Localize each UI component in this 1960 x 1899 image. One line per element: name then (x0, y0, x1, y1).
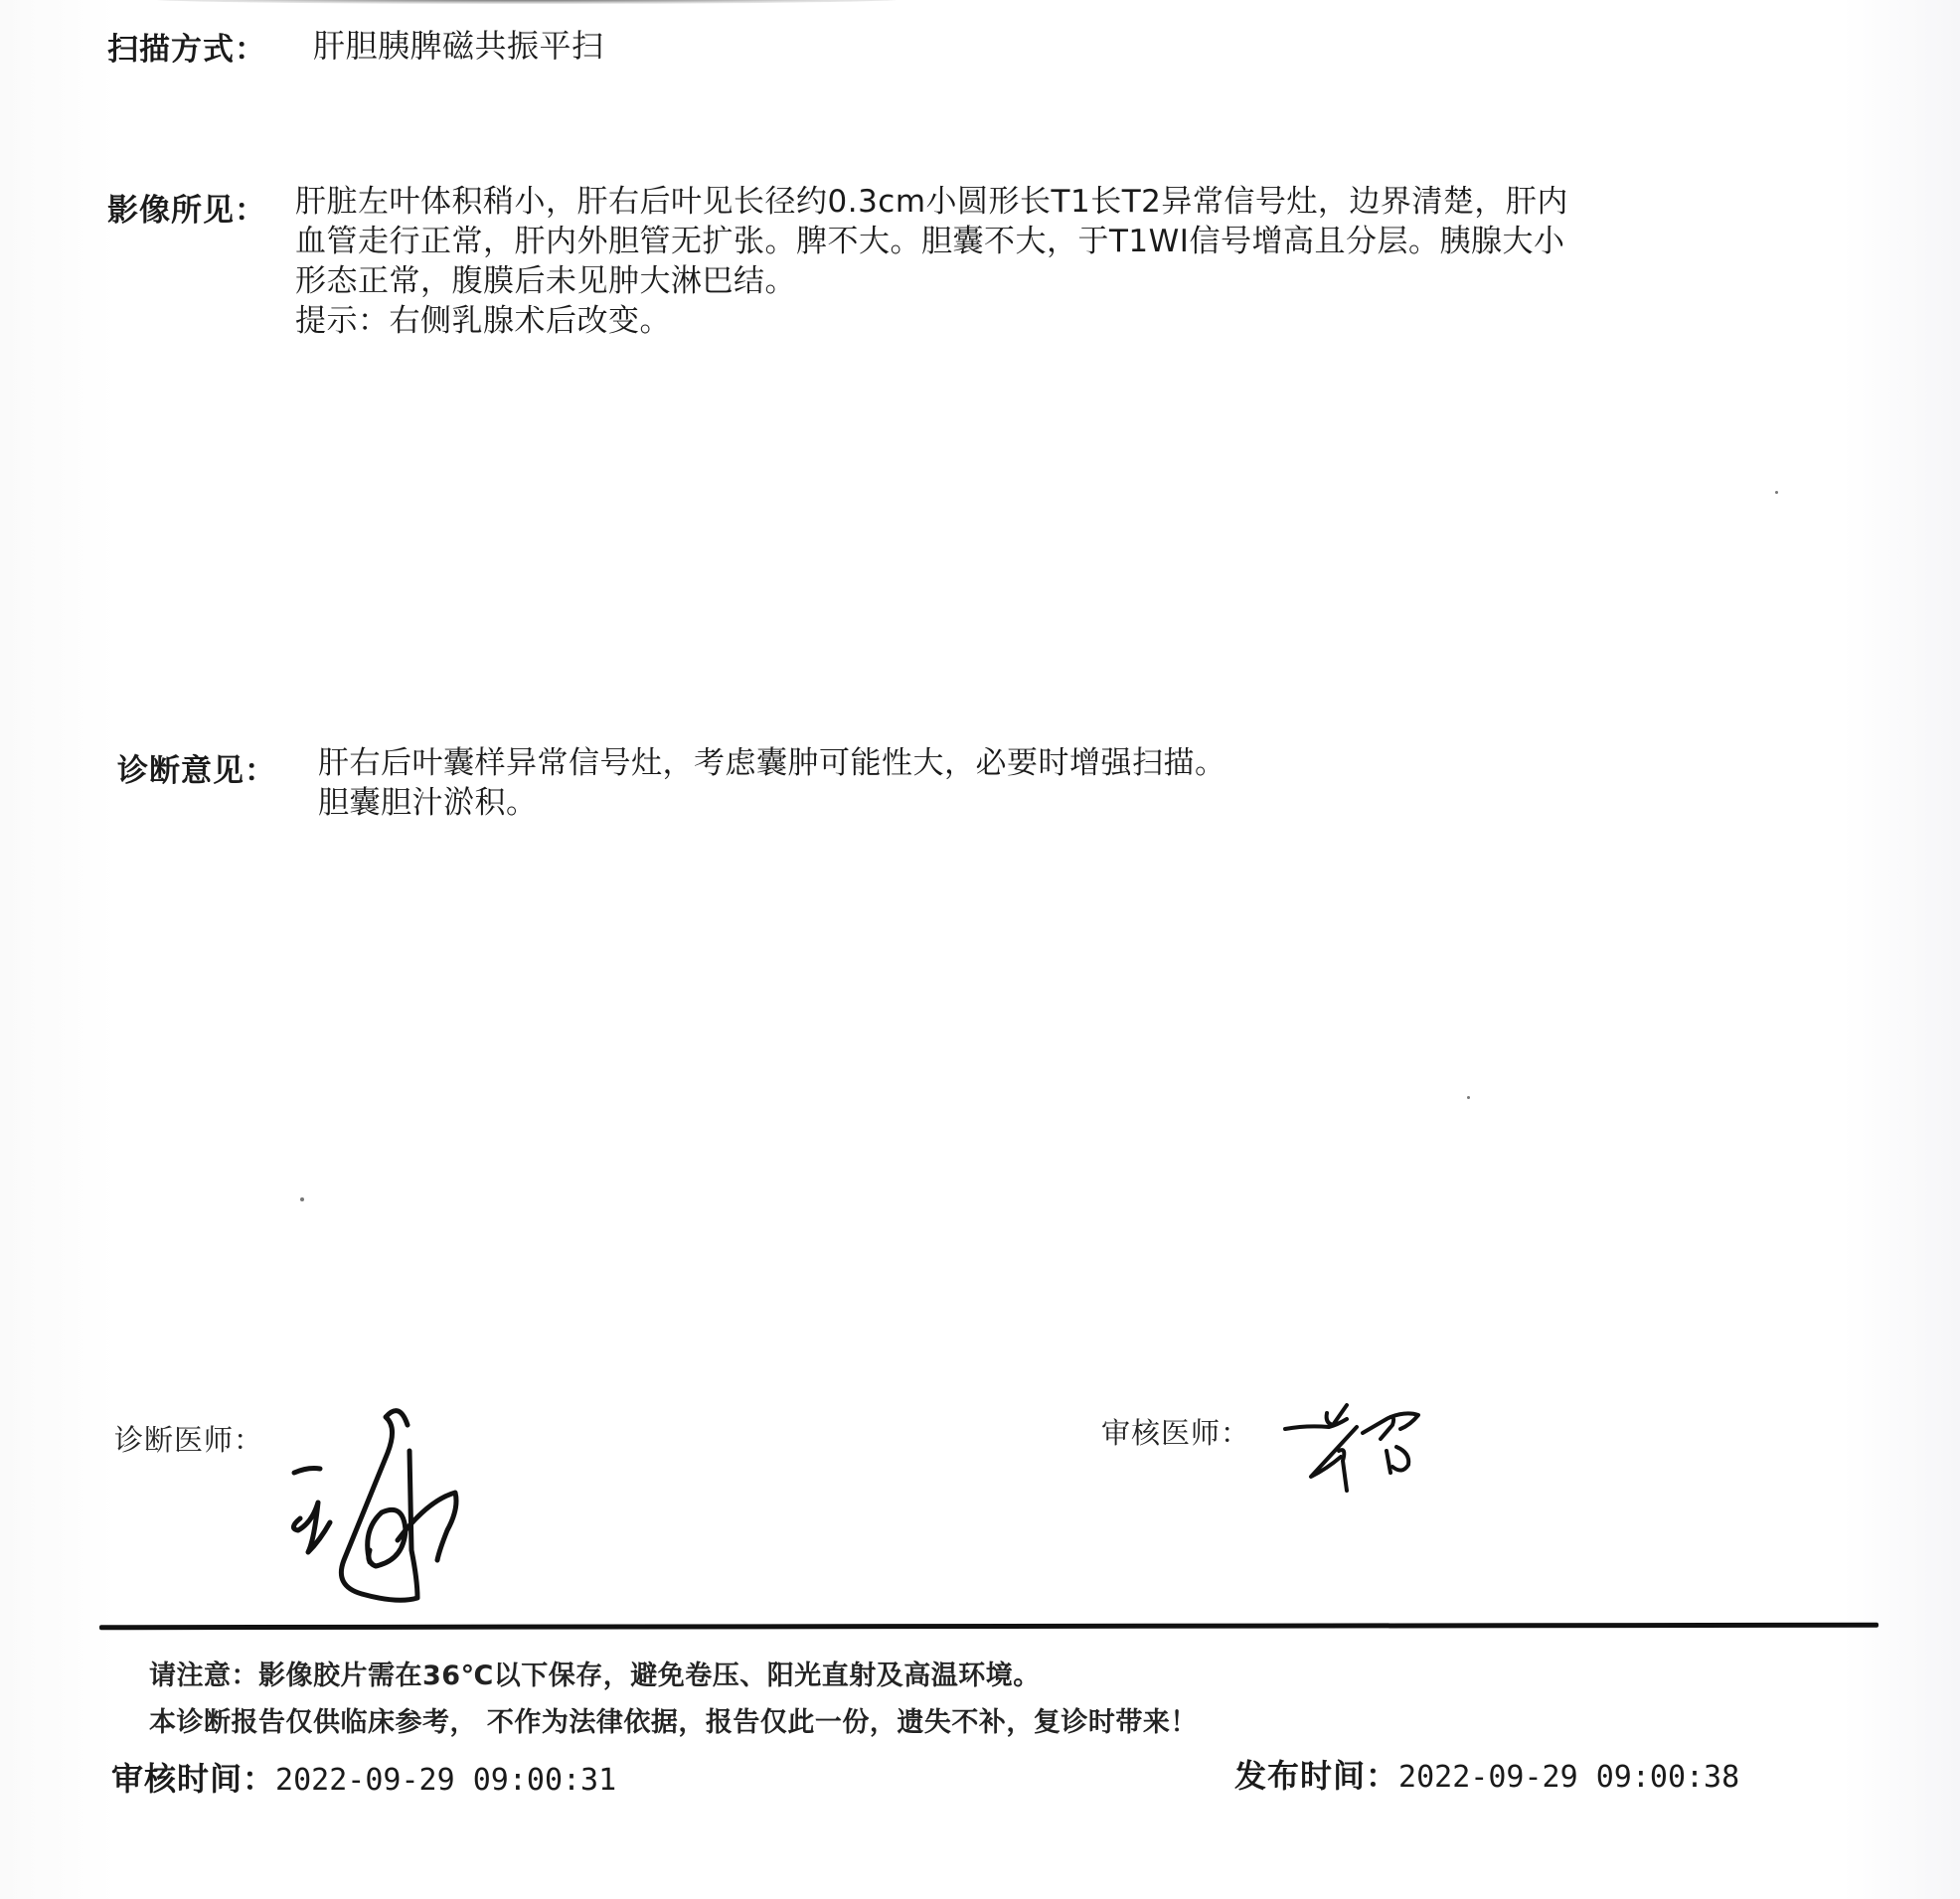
findings-line: 形态正常，腹膜后未见肿大淋巴结。 (295, 263, 796, 299)
review-time-value: 2022-09-29 09:00:31 (275, 1763, 617, 1798)
diagnosing-doctor-signature-icon (278, 1391, 497, 1620)
review-time (111, 1754, 616, 1800)
diagnosing-doctor-label: 诊断医师： (114, 1423, 264, 1457)
findings-line: 血管走行正常，肝内外胆管无扩张。脾不大。胆囊不大，于T1WI信号增高且分层。胰腺大小 (295, 224, 1565, 259)
diagnosis-text (318, 743, 1226, 823)
findings-hint-line: 提示：右侧乳腺术后改变。 (295, 303, 671, 339)
page-top-edge-shadow (149, 0, 904, 4)
publish-time-value: 2022-09-29 09:00:38 (1398, 1760, 1740, 1795)
reviewing-doctor-signature-icon (1277, 1391, 1446, 1501)
diagnosis-label: 诊断意见： (117, 753, 276, 789)
footer-separator (99, 1623, 1878, 1630)
findings-line: 肝脏左叶体积稍小，肝右后叶见长径约0.3cm小圆形长T1长T2异常信号灶，边界清楚，肝内 (295, 184, 1568, 220)
publish-time (1234, 1751, 1739, 1797)
diagnosis-line: 肝右后叶囊样异常信号灶，考虑囊肿可能性大，必要时增强扫描。 (318, 745, 1226, 781)
scan-method-label: 扫描方式： (107, 32, 266, 68)
paper-speck (1775, 491, 1778, 494)
reviewing-doctor-label: 审核医师： (1101, 1416, 1251, 1450)
scan-method-value: 肝胆胰脾磁共振平扫 (313, 27, 604, 65)
publish-time-label: 发布时间： (1234, 1757, 1399, 1795)
paper-speck (300, 1197, 304, 1201)
paper-speck (1467, 1096, 1470, 1099)
review-time-label: 审核时间： (111, 1760, 276, 1798)
findings-label: 影像所见： (107, 193, 266, 229)
findings-text (295, 182, 1568, 341)
legal-notice: 本诊断报告仅供临床参考， 不作为法律依据，报告仅此一份，遗失不补，复诊时带来！ (149, 1707, 1198, 1738)
diagnosis-line: 胆囊胆汁淤积。 (318, 785, 538, 821)
storage-notice: 请注意：影像胶片需在36℃以下保存，避免卷压、阳光直射及高温环境。 (149, 1661, 1041, 1691)
